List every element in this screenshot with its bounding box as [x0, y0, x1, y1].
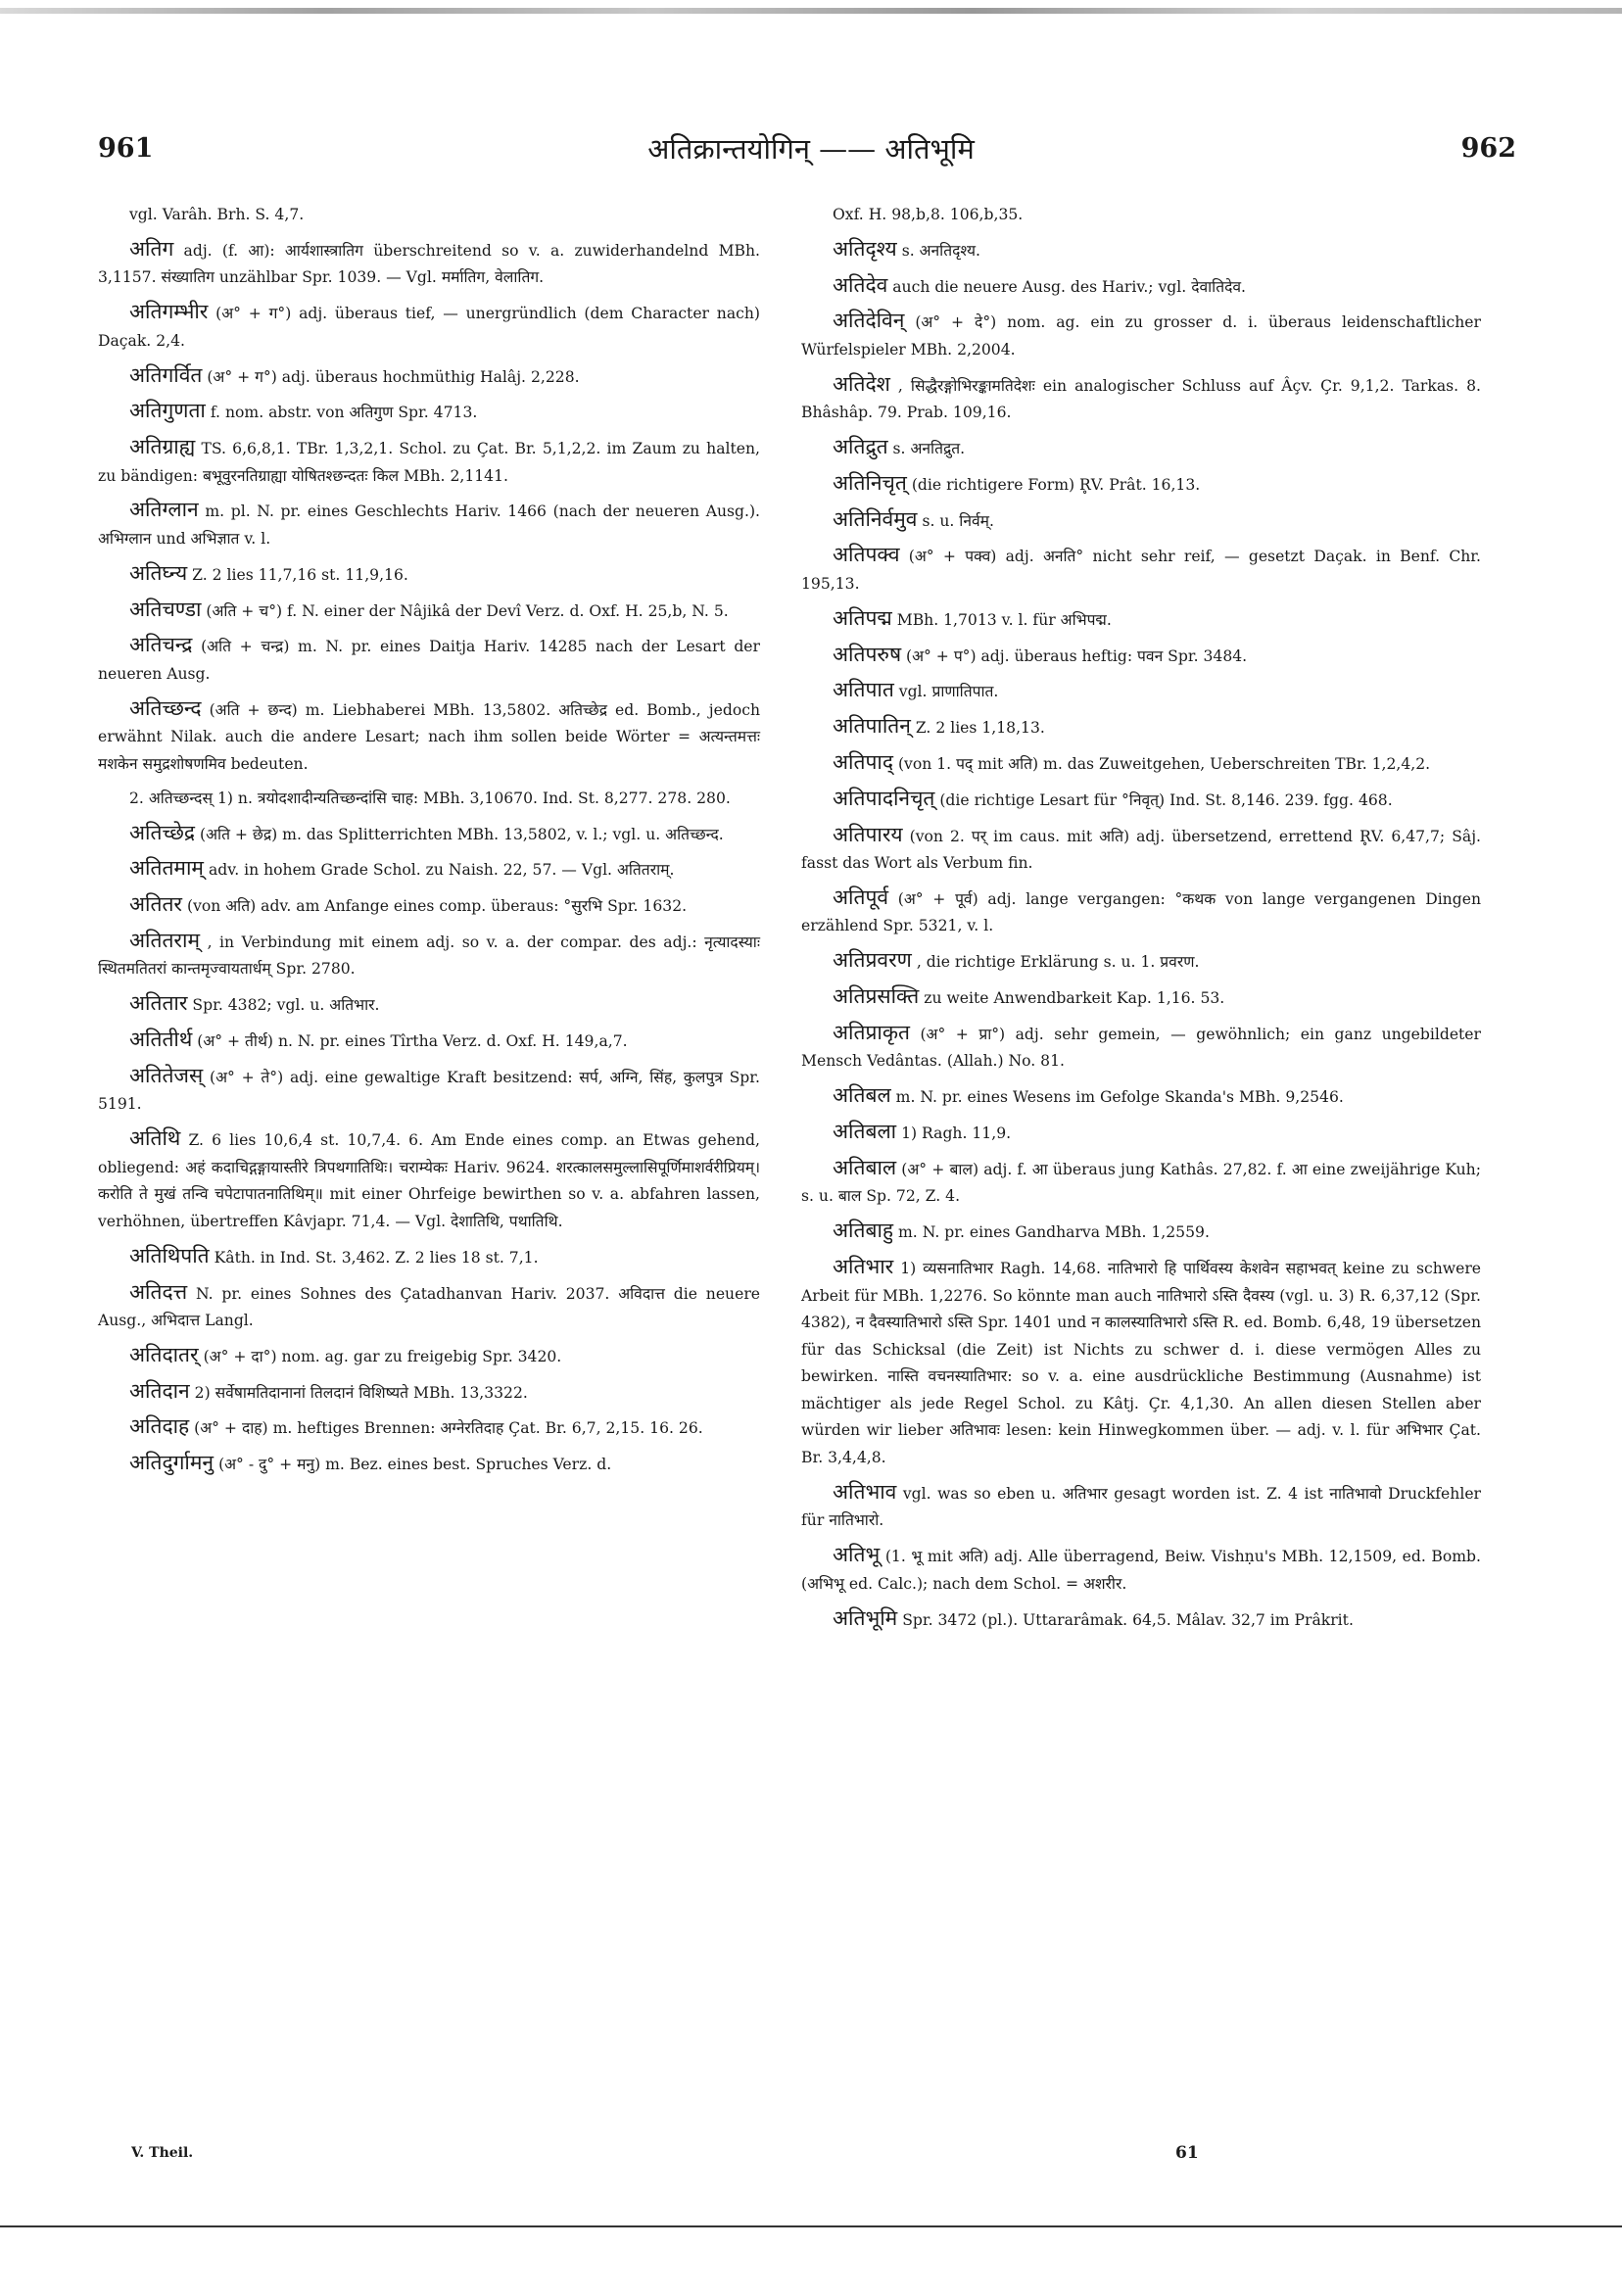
- entry-headword: अतितराम्: [129, 928, 201, 952]
- dictionary-entry: [98, 891, 760, 921]
- dictionary-entry: [98, 398, 760, 427]
- entry-text: f. nom. abstr. von अतिगुण Spr. 4713.: [210, 404, 478, 422]
- entry-headword: अतिपक्व: [833, 543, 900, 567]
- entry-headword: अतिप्राकृत: [833, 1020, 910, 1044]
- entry-headword: अतिपूर्व: [833, 885, 889, 909]
- dictionary-entry: [98, 990, 760, 1020]
- dictionary-entry: [801, 983, 1481, 1013]
- running-headword: अतिक्रान्तयोगिन् —— अतिभूमि: [647, 132, 975, 166]
- dictionary-entry: [98, 1342, 760, 1371]
- entry-text: (die richtigere Form) R̥V. Prât. 16,13.: [911, 475, 1201, 494]
- entry-text: m. N. pr. eines Gandharva MBh. 1,2559.: [898, 1223, 1210, 1242]
- entry-headword: अतिप्रसक्ति: [833, 984, 920, 1009]
- entry-text: N. pr. eines Sohnes des Çatadhanvan Hariv. 2037. अविदात्त die neuere Ausg., अभिदात्त Langl.: [98, 1284, 760, 1330]
- entry-headword: अतिच्छन्द: [129, 695, 202, 720]
- entry-headword: अतिघ्न्य: [129, 560, 188, 585]
- dictionary-entry: [98, 299, 760, 355]
- entry-headword: अतिचण्डा: [129, 597, 202, 621]
- entry-headword: अतिदुर्गामनु: [129, 1451, 215, 1475]
- entry-headword: अतिपरुष: [833, 642, 902, 666]
- entry-text: Z. 6 lies 10,6,4 st. 10,7,4. 6. Am Ende eines comp. an Etwas gehend, obliegend: अहं कदाचिद्गङ्गायास्तीरे त्रिपथगातिथिः। चराम्येकः Hariv. 9624. शरत्कालसमुल्लासिपूर्णिमाशर्वरीप्रियम्। करोति ते मुखं तन्वि चपेटापातनातिथिम्॥ mit einer Ohrfeige bewirthen so v. a. abfahren lassen, verhöhnen, übertreffen Kâvjapr. 71,4. — Vgl. देशातिथि, पथातिथि.: [98, 1131, 760, 1230]
- entry-headword: अतिथि: [129, 1126, 181, 1151]
- entry-headword: अतिभू: [833, 1543, 881, 1567]
- dictionary-entry: [801, 1218, 1481, 1247]
- entry-text: (अ° + दा°) nom. ag. gar zu freigebig Spr. 3420.: [203, 1347, 562, 1365]
- dictionary-entry: [801, 1020, 1481, 1076]
- entry-text: 1) Ragh. 11,9.: [901, 1124, 1012, 1142]
- entry-headword: अतिपद्म: [833, 605, 892, 630]
- dictionary-entry: [98, 1279, 760, 1335]
- entry-text: (die richtige Lesart für °निवृत्) Ind. St. 8,146. 239. fgg. 468.: [939, 790, 1393, 809]
- entry-headword: अतिग्लान: [129, 498, 199, 522]
- dictionary-entry: [801, 202, 1481, 229]
- entry-headword: अतिप्रवरण: [833, 948, 912, 973]
- entry-headword: अतिग्राह्य: [129, 435, 196, 459]
- entry-headword: अतिदत्त: [129, 1279, 188, 1304]
- entry-text: , in Verbindung mit einem adj. so v. a. der compar. des adj.: नृत्यादस्याः स्थितमतितरां कान्तमृज्वायतार्धम् Spr. 2780.: [98, 933, 760, 979]
- footer-volume: V. Theil.: [131, 2145, 194, 2161]
- dictionary-entry: [801, 1119, 1481, 1148]
- dictionary-entry: [801, 885, 1481, 940]
- entry-text: (अ° + दे°) nom. ag. ein zu grosser d. i. überaus leidenschaftlicher Würfelspieler MBh. 2,2004.: [801, 313, 1481, 359]
- dictionary-entry: [801, 434, 1481, 463]
- right-column: [801, 202, 1481, 1641]
- entry-text: (अ° + तीर्थ) n. N. pr. eines Tîrtha Verz. d. Oxf. H. 149,a,7.: [197, 1032, 628, 1051]
- entry-text: m. N. pr. eines Wesens im Gefolge Skanda's MBh. 9,2546.: [895, 1088, 1344, 1107]
- dictionary-entry: [801, 542, 1481, 598]
- entry-headword: अतिदेविन्: [833, 309, 905, 333]
- entry-headword: अतिभूमि: [833, 1605, 898, 1630]
- entry-text: Oxf. H. 98,b,8. 106,b,35.: [833, 206, 1024, 223]
- entry-text: (अ° + ते°) adj. eine gewaltige Kraft besitzend: सर्प, अग्नि, सिंह, कुलपुत्र Spr. 5191.: [98, 1068, 760, 1114]
- dictionary-entry: [98, 1450, 760, 1479]
- entry-text: (अ° + पक्व) adj. अनति° nicht sehr reif, — gesetzt Daçak. in Benf. Chr. 195,13.: [801, 548, 1481, 594]
- entry-headword: अतिभाव: [833, 1479, 897, 1504]
- entry-headword: अतिपात: [833, 678, 894, 702]
- dictionary-entry: [801, 786, 1481, 815]
- entry-headword: अतितमाम्: [129, 856, 204, 881]
- dictionary-entry: [801, 822, 1481, 878]
- dictionary-entry: [801, 236, 1481, 265]
- entry-text: (1. भू mit अति) adj. Alle überragend, Beiw. Vishṇu's MBh. 12,1509, ed. Bomb. (अभिभू ed. Calc.); nach dem Schol. = अशरीर.: [801, 1548, 1481, 1593]
- dictionary-entry: [98, 497, 760, 552]
- entry-text: (अति + छन्द) m. Liebhaberei MBh. 13,5802. अतिच्छेद्र ed. Bomb., jedoch erwähnt Nilak. auch die andere Lesart; nach ihm sollen beide Wörter = अत्यन्तमत्तः मशकेन समुद्रशोषणमिव bedeuten.: [98, 700, 760, 773]
- entry-text: s. अनतिद्रुत.: [892, 440, 966, 458]
- entry-text: (अ° + पूर्व) adj. lange vergangen: °कथक von lange vergangenen Dingen erzählend Spr. 5321, v. l.: [801, 889, 1481, 935]
- entry-text: Spr. 4382; vgl. u. अतिभार.: [192, 996, 380, 1015]
- entry-text: adj. (f. आ): आर्यशास्त्रातिग überschreitend so v. a. zuwiderhandelnd MBh. 3,1157. संख्यातिग unzählbar Spr. 1039. — Vgl. मर्मातिग, वेलातिग.: [98, 241, 760, 287]
- dictionary-entry: [801, 1082, 1481, 1112]
- entry-text: 2) सर्वेषामतिदानानां तिलदानं विशिष्यते MBh. 13,3322.: [194, 1383, 528, 1402]
- entry-headword: अतिबाहु: [833, 1219, 894, 1243]
- entry-text: (अ° + प्रा°) adj. sehr gemein, — gewöhnlich; ein ganz ungebildeter Mensch Vedântas. (Allah.) No. 81.: [801, 1025, 1481, 1071]
- entry-text: vgl. प्राणातिपात.: [898, 683, 999, 701]
- dictionary-entry: [98, 362, 760, 392]
- entry-text: MBh. 1,7013 v. l. für अभिपद्म.: [896, 610, 1112, 629]
- entry-text: Z. 2 lies 1,18,13.: [915, 719, 1045, 738]
- dictionary-entry: [98, 820, 760, 849]
- dictionary-entry: [98, 236, 760, 292]
- dictionary-entry: [801, 605, 1481, 635]
- entry-headword: अतिचन्द्र: [129, 633, 193, 657]
- dictionary-entry: [98, 928, 760, 983]
- dictionary-entry: [98, 786, 760, 813]
- entry-headword: अतिनिर्वमुव: [833, 506, 918, 531]
- entry-headword: अतितेजस्: [129, 1063, 204, 1087]
- entry-headword: अतिपादनिचृत्: [833, 786, 935, 810]
- entry-text: (अ° - दु° + मनु) m. Bez. eines best. Spruches Verz. d.: [218, 1456, 612, 1474]
- entry-text: TS. 6,6,8,1. TBr. 1,3,2,1. Schol. zu Çat. Br. 5,1,2,2. im Zaum zu halten, zu bändigen: बभूवुरनतिग्राह्या योषितश्छन्दतः किल MBh. 2,1141.: [98, 440, 760, 485]
- entry-headword: अतिगम्भीर: [129, 300, 209, 324]
- entry-text: (अ° + ग°) adj. überaus hochmüthig Halâj. 2,228.: [207, 367, 580, 386]
- entry-headword: अतिगुणता: [129, 399, 206, 423]
- entry-text: adv. in hohem Grade Schol. zu Naish. 22, 57. — Vgl. अतितराम्.: [208, 861, 675, 880]
- entry-text: , die richtige Erklärung s. u. 1. प्रवरण.: [916, 953, 1200, 972]
- entry-text: 1) व्यसनातिभार Ragh. 14,68. नातिभारो हि पार्थिवस्य केशवेन सहाभवत् keine zu schwere Arbeit für MBh. 1,2276. So könnte man auch नातिभारो ऽस्ति दैवस्य (vgl. u. 3) R. 6,37,12 (Spr. 4382), न दैवस्यातिभारो ऽस्ति Spr. 1401 und न कालस्यातिभारो ऽस्ति R. ed. Bomb. 6,48, 19 übersetzen für das Schicksal (die Zeit) ist Nichts zu schwer d. i. diese vermögen Alles zu bewirken. नास्ति वचनस्यातिभार: so v. a. eine ausdrückliche Bestimmung (Ausnahme) ist mächtiger als jede Regel Schol. zu Kâtj. Çr. 4,1,30. An allen diesen Stellen aber würden wir lieber अतिभावः lesen: kein Hinwegkommen über. — adj. v. l. für अभिभार Çat. Br. 3,4,4,8.: [801, 1259, 1481, 1467]
- dictionary-entry: [801, 371, 1481, 427]
- entry-headword: अतिनिचृत्: [833, 470, 907, 495]
- entry-text: (अ° + प°) adj. überaus heftig: पवन Spr. 3484.: [906, 646, 1248, 665]
- entry-text: (अति + छेद्र) m. das Splitterrichten MBh. 13,5802, v. l.; vgl. u. अतिच्छन्द.: [200, 825, 724, 843]
- dictionary-entry: [98, 1063, 760, 1119]
- dictionary-entry: [98, 855, 760, 885]
- entry-text: (अ° + बाल) adj. f. आ überaus jung Kathâs. 27,82. f. आ eine zweijährige Kuh; s. u. बाल Sp. 72, Z. 4.: [801, 1160, 1481, 1206]
- entry-text: s. अनतिदृश्य.: [901, 241, 981, 260]
- dictionary-entry: [98, 1125, 760, 1235]
- entry-text: Spr. 3472 (pl.). Uttararâmak. 64,5. Mâlav. 32,7 im Prâkrit.: [902, 1610, 1354, 1629]
- dictionary-entry: [801, 470, 1481, 500]
- entry-text: (अ° + दाह) m. heftiges Brennen: अग्नेरतिदाह Çat. Br. 6,7, 2,15. 16. 26.: [194, 1419, 703, 1438]
- entry-headword: अतिदाह: [129, 1414, 190, 1439]
- dictionary-entry: [801, 749, 1481, 779]
- entry-text: auch die neuere Ausg. des Hariv.; vgl. देवातिदेव.: [892, 277, 1247, 296]
- entry-text: (अति + चन्द्र) m. N. pr. eines Daitja Hariv. 14285 nach der Lesart der neueren Ausg.: [98, 638, 760, 683]
- left-column: [98, 202, 760, 1486]
- entry-headword: अतिथिपति: [129, 1243, 210, 1268]
- dictionary-entry: [98, 1413, 760, 1443]
- entry-headword: अतितार: [129, 991, 188, 1016]
- entry-text: , सिद्धैरङ्गोभिरङ्कामतिदेशः ein analogischer Schluss auf Âçv. Çr. 9,1,2. Tarkas. 8. Bhâshâp. 79. Prab. 109,16.: [801, 376, 1481, 422]
- entry-text: zu weite Anwendbarkeit Kap. 1,16. 53.: [924, 989, 1225, 1008]
- entry-text: (अति + च°) f. N. einer der Nâjikâ der Devî Verz. d. Oxf. H. 25,b, N. 5.: [206, 601, 729, 620]
- entry-text: m. pl. N. pr. eines Geschlechts Hariv. 1466 (nach der neueren Ausg.). अभिग्लान und अभिज्ञात v. l.: [98, 502, 760, 549]
- entry-text: Kâth. in Ind. St. 3,462. Z. 2 lies 18 st. 7,1.: [214, 1248, 539, 1267]
- page-number-left: 961: [98, 133, 154, 164]
- entry-headword: अतिदृश्य: [833, 236, 897, 261]
- entry-headword: अतिग: [129, 236, 174, 261]
- entry-headword: अतिबाल: [833, 1155, 897, 1179]
- entry-headword: अतिदेश: [833, 371, 890, 396]
- dictionary-entry: [98, 1027, 760, 1056]
- entry-headword: अतिबल: [833, 1083, 891, 1108]
- entry-text: (von 1. पद् mit अति) m. das Zuweitgehen, Ueberschreiten TBr. 1,2,4,2.: [897, 754, 1431, 773]
- entry-text: 2. अतिच्छन्दस् 1) n. त्रयोदशादीन्यतिच्छन्दांसि चाह: MBh. 3,10670. Ind. St. 8,277. 278. 280.: [129, 789, 731, 807]
- entry-headword: अतिपातिन्: [833, 714, 911, 739]
- entry-headword: अतिदेव: [833, 272, 888, 297]
- scan-edge-line: [0, 8, 1622, 14]
- dictionary-entry: [801, 1254, 1481, 1472]
- dictionary-entry: [98, 695, 760, 779]
- entry-text: Z. 2 lies 11,7,16 st. 11,9,16.: [192, 565, 408, 584]
- entry-text: (von 2. पर् im caus. mit अति) adj. übersetzend, errettend R̥V. 6,47,7; Sâj. fasst das Wort als Verbum fin.: [801, 827, 1481, 873]
- entry-headword: अतितर: [129, 892, 183, 917]
- entry-headword: अतिदान: [129, 1378, 190, 1403]
- dictionary-entry: [98, 597, 760, 626]
- entry-headword: अतिभार: [833, 1254, 894, 1278]
- dictionary-entry: [801, 642, 1481, 671]
- entry-headword: अतिगर्वित: [129, 362, 203, 387]
- entry-text: vgl. was so eben u. अतिभार gesagt worden ist. Z. 4 ist नातिभावो Druckfehler für नातिभारो.: [801, 1484, 1481, 1530]
- dictionary-entry: [801, 506, 1481, 536]
- entry-headword: अतिबला: [833, 1119, 897, 1143]
- entry-headword: अतिपारय: [833, 822, 903, 846]
- entry-headword: अतिदातर्: [129, 1342, 199, 1366]
- dictionary-entry: [801, 1155, 1481, 1211]
- dictionary-entry: [801, 677, 1481, 706]
- dictionary-entry: [801, 713, 1481, 742]
- dictionary-entry: [801, 308, 1481, 363]
- dictionary-entry: [801, 1542, 1481, 1598]
- dictionary-entry: [98, 1243, 760, 1272]
- page-number-right: 962: [1460, 133, 1516, 164]
- dictionary-entry: [98, 202, 760, 229]
- dictionary-entry: [801, 1605, 1481, 1635]
- entry-headword: अतिद्रुत: [833, 435, 888, 459]
- scan-bottom-line: [0, 2225, 1622, 2227]
- entry-headword: अतिच्छेद्र: [129, 820, 196, 844]
- footer-sheet-number: 61: [1175, 2143, 1199, 2163]
- dictionary-entry: [801, 272, 1481, 302]
- entry-text: (von अति) adv. am Anfange eines comp. überaus: °सुरभि Spr. 1632.: [186, 897, 688, 916]
- dictionary-entry: [98, 560, 760, 590]
- entry-headword: अतिपाद्: [833, 749, 893, 774]
- dictionary-entry: [98, 632, 760, 688]
- entry-text: s. u. निर्वम्.: [922, 511, 994, 530]
- dictionary-entry: [801, 1479, 1481, 1535]
- dictionary-entry: [801, 947, 1481, 977]
- entry-text: (अ° + ग°) adj. überaus tief, — unergründlich (dem Character nach) Daçak. 2,4.: [98, 305, 760, 350]
- entry-text: vgl. Varâh. Brh. S. 4,7.: [129, 206, 305, 223]
- dictionary-entry: [98, 434, 760, 490]
- dictionary-entry: [98, 1378, 760, 1408]
- entry-headword: अतितीर्थ: [129, 1028, 193, 1052]
